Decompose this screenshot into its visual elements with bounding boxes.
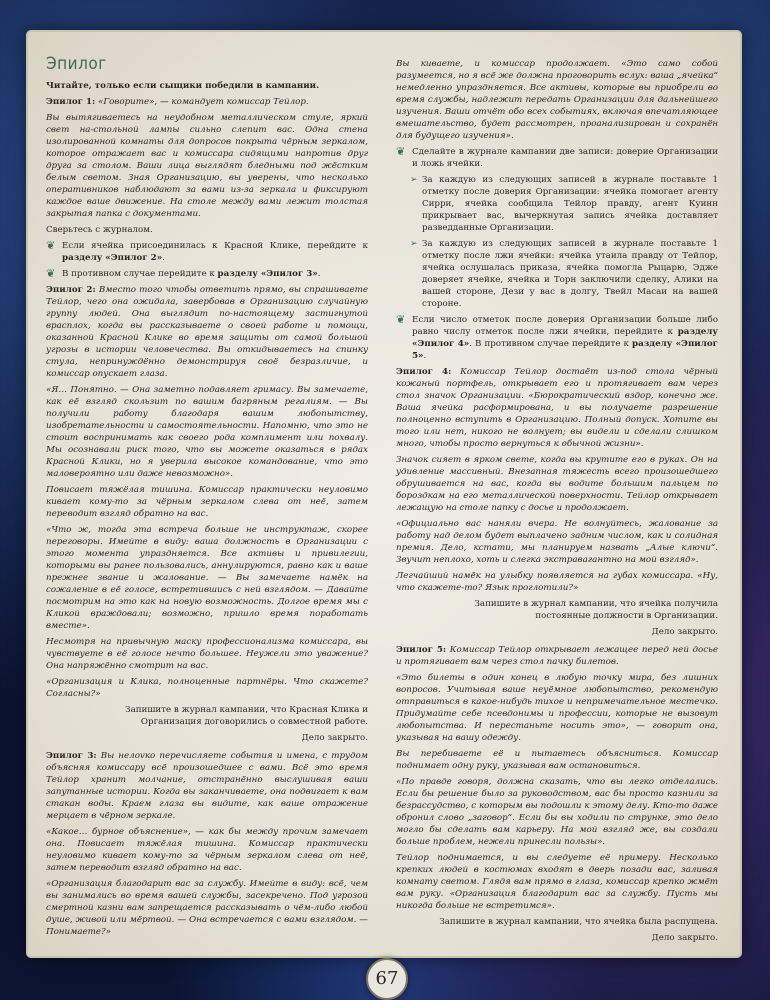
- epilogue-1: Эпилог 1: «Говорите», — командует комиссар Тейлор.: [46, 97, 309, 107]
- page-number: 67: [366, 958, 408, 1000]
- leaf-icon: ❦: [46, 267, 56, 280]
- right-column: [396, 58, 718, 950]
- option-bullet: ❦ Сделайте в журнале кампании две записи: доверие Организации и ложь ячейки.: [396, 145, 718, 169]
- campaign-record: Запишите в журнал кампании, что Красная Клика и Организация договорились о совместной работе.: [125, 705, 368, 727]
- option-bullet: ❦ Если ячейка присоединилась к Красной Клике, перейдите к разделу «Эпилог 2».: [46, 239, 368, 263]
- paragraph: «По правде говоря, должна сказать, что вы легко отделались. Если бы решение было за руководством, вас бы просто казнили за безрассудство, с которым вы подошли к этому делу. Кто-то даже обронил слово „заговор“. Если бы вы ходили по струнке, это дело могло бы сделать вам карьеру. На мой взгляд же, вы создали больше проблем, нежели принесли пользы».: [396, 777, 718, 847]
- intro-text: Читайте, только если сыщики победили в кампании.: [46, 81, 320, 91]
- check-log: Сверьтесь с журналом.: [46, 225, 153, 235]
- arrow-icon: ➢: [410, 239, 418, 249]
- campaign-record: Запишите в журнал кампании, что ячейка была распущена.: [439, 917, 718, 927]
- paragraph: «Какое… бурное объяснение», — как бы между прочим замечает она. Повисает тяжёлая тишина. Комиссар практически неуловимо кивает кому-то за чёрным зеркалом слева от неё, затем переводит взгляд обратно на вас.: [46, 827, 368, 873]
- sub-bullet: ➢ За каждую из следующих записей в журнале поставьте 1 отметку после лжи ячейки: ячейка утаила правду от Тейлор, ячейка ослушалась приказа, ячейка помогла Рыцарю, Эдже доверяет ячейке, ячейка и Торн заключили сделку, Алики на вашей стороне, Дези у вас в долгу, Твейл Масаи на вашей стороне.: [410, 239, 718, 309]
- paragraph: «Организация благодарит вас за службу. Имейте в виду: всё, чем вы занимались во время вашей службы, засекречено. Под угрозой смертной казни вам запрещается рассказывать о чём-либо любой душе, живой или мёртвой. — Она встречается с вами взглядом. — Понимаете?»: [46, 879, 368, 937]
- paragraph: «Я… Понятно. — Она заметно подавляет гримасу. Вы замечаете, как её взгляд скользит по вашим багряным регалиям. — Вы получили работу благодаря вашим любопытству, изобретательности и самостоятельности. Напомню, что это не стоит воспринимать как своего рода комплимент или похвалу. Мы осознавали риск того, что вы можете оказаться в рядах Красной Клики, но я уверила высокое командование, что это маловероятно или даже невозможно».: [46, 385, 368, 479]
- case-closed: Дело закрыто.: [651, 627, 718, 637]
- paragraph: Легчайший намёк на улыбку появляется на губах комиссара. «Ну, что скажете-то? Язык проглотили?»: [396, 571, 718, 593]
- paragraph: Повисает тяжёлая тишина. Комиссар практически неуловимо кивает кому-то за чёрным зеркалом слева от неё, затем переводит взгляд обратно на вас.: [46, 485, 368, 519]
- leaf-icon: ❦: [396, 313, 406, 326]
- paragraph: Вы киваете, и комиссар продолжает. «Это само собой разумеется, но я всё же должна проговорить вслух: ваша „ячейка“ немедленно упраздняется. Все активы, которые вы приобрели во время службы, надлежит передать Организации для дальнейшего изучения. Ваши отчёт обо всех событиях, включая впечатляющее вмешательство, будет рассмотрен, проанализирован и сохранён для будущего изучения».: [396, 59, 718, 141]
- leaf-icon: ❦: [46, 239, 56, 252]
- paragraph: «Официально вас наняли вчера. Не волнуйтесь, жалование за работу над делом будет выплачено задним числом, как и солидная премия. Дело, кстати, мы планируем назвать „Алые ключи“. Звучит неплохо, хоть и слегка экстравагантно на мой взгляд».: [396, 519, 718, 565]
- campaign-record: Запишите в журнал кампании, что ячейка получила постоянные должности в Организации.: [474, 599, 718, 621]
- epilogue-5: Эпилог 5: Комиссар Тейлор открывает лежащее перед ней досье и протягивает вам через стол пачку билетов.: [396, 645, 718, 667]
- option-bullet: ❦ Если число отметок после доверия Организации больше либо равно числу отметок после лжи ячейки, перейдите к разделу «Эпилог 4». В противном случае перейдите к разделу «Эпилог 5».: [396, 313, 718, 361]
- epilogue-4: Эпилог 4: Комиссар Тейлор достаёт из-под стола чёрный кожаный портфель, открывает его и протягивает вам через стол значок Организации. «Бюрократический вздор, конечно же. Ваша ячейка расформирована, и вы получаете разрешение полноценно вступить в Организацию. Полный допуск. Хотите вы того или нет, никого не волнует; вы видели и сделали слишком много, чтобы просто вернуться к обычной жизни».: [396, 367, 718, 449]
- paragraph: «Что ж, тогда эта встреча больше не инструктаж, скорее переговоры. Имейте в виду: ваша должность в Организации с этого момента упраздняется. Все активы и привилегии, которыми вы ранее пользовались, аннулируются, равно как и ваше прежнее звание и жалование. — Вы замечаете намёк на сожаление в её голосе, встретившись с ней взглядом. — Давайте посмотрим на это как на новую возможность. Долгое время мы с Кликой враждовали; возможно, пришло время поработать вместе».: [46, 525, 368, 631]
- epilogue-2: Эпилог 2: Вместо того чтобы ответить прямо, вы спрашиваете Тейлор, чего она ожидала, завербовав в Организацию случайную группу людей. Она выглядит по-настоящему застигнутой врасплох, когда вы рассказываете о своей работе и помощи, оказанной Красной Клике во время защиты от самой большой угрозы в истории человечества. Вы откидываетесь на спинку стула, непринуждённо демонстрируя своё безразличие, и комиссар опускает глаза.: [46, 285, 368, 379]
- case-closed: Дело закрыто.: [301, 733, 368, 743]
- leaf-icon: ❦: [396, 145, 406, 158]
- left-column: [46, 54, 368, 942]
- paragraph: Тейлор поднимается, и вы следуете её примеру. Несколько крепких людей в костюмах входят в дверь позади вас, заливая комнату светом. Глядя вам прямо в глаза, комиссар крепко жмёт вам руку. «Организация благодарит вас за службу. Пусть мы никогда больше не встретимся».: [396, 853, 718, 911]
- paragraph: Несмотря на привычную маску профессионализма комиссара, вы чувствуете в её голосе нечто большее. Неужели это уважение? Она напряжённо смотрит на вас.: [46, 637, 368, 671]
- epilogue-1-text: Вы вытягиваетесь на неудобном металлическом стуле, яркий свет на‑стольной лампы сильно слепит вас. Одна стена изолированной комнаты для допросов покрыта чёрным зеркалом, которое отражает вас и комиссара сидящими напротив друг друга за столом. Ваши лица выглядят бледными под жёстким белым светом. Зная Организацию, вы уверены, что несколько оперативников наблюдают за вами из-за зеркала и фиксируют каждое ваше движение. На столе между вами лежит толстая закрытая папка с документами.: [46, 113, 368, 219]
- case-closed: Дело закрыто.: [651, 933, 718, 943]
- epilogue-3: Эпилог 3: Вы нелovко перечисляете события и имена, с трудом объясняя комиссару всё произошедшее с вами. Всё это время Тейлор хранит молчание, отстранённо выслушивая ваши запутанные истории. Когда вы заканчиваете, она подвигает к вам стакан воды. Краем глаза вы видите, как ваше отражение мерцает в чёрном зеркале.: [46, 751, 368, 821]
- arrow-icon: ➢: [410, 175, 418, 185]
- option-bullet: ❦ В противном случае перейдите к разделу «Эпилог 3».: [46, 267, 321, 280]
- paragraph: «Это билеты в один конец в любую точку мира, без лишних вопросов. Учитывая ваше неуёмное любопытство, рекомендую отправиться в какое-нибудь тихое и непримечательное местечко. Придумайте себе псевдонимы и профессии, которые не вызовут любопытства. И перестаньте носить это», — говорит она, указывая на вашу одежду.: [396, 673, 718, 743]
- paragraph: Вы перебиваете её и пытаетесь объясниться. Комиссар поднимает одну руку, указывая вам остановиться.: [396, 749, 718, 771]
- section-heading: Эпилог: [46, 54, 107, 74]
- paragraph: «Организация и Клика, полноценные партнёры. Что скажете? Согласны?»: [46, 677, 368, 699]
- paragraph: Значок сияет в ярком свете, когда вы крутите его в руках. Он на удивление массивный. Внезапная тяжесть всего произошедшего обрушивается на вас, когда вы водите большим пальцем по бороздкам на его металлической поверхности. Тейлор открывает лежащую на столе папку с досье и продолжает.: [396, 455, 718, 513]
- sub-bullet: ➢ За каждую из следующих записей в журнале поставьте 1 отметку после доверия Организации: ячейка помогает агенту Сирри, ячейка сообщила Тейлор правду, агент Куинн прикрывает вас, вычеркнутая запись ячейка доставляет разведданные Организации.: [410, 175, 718, 233]
